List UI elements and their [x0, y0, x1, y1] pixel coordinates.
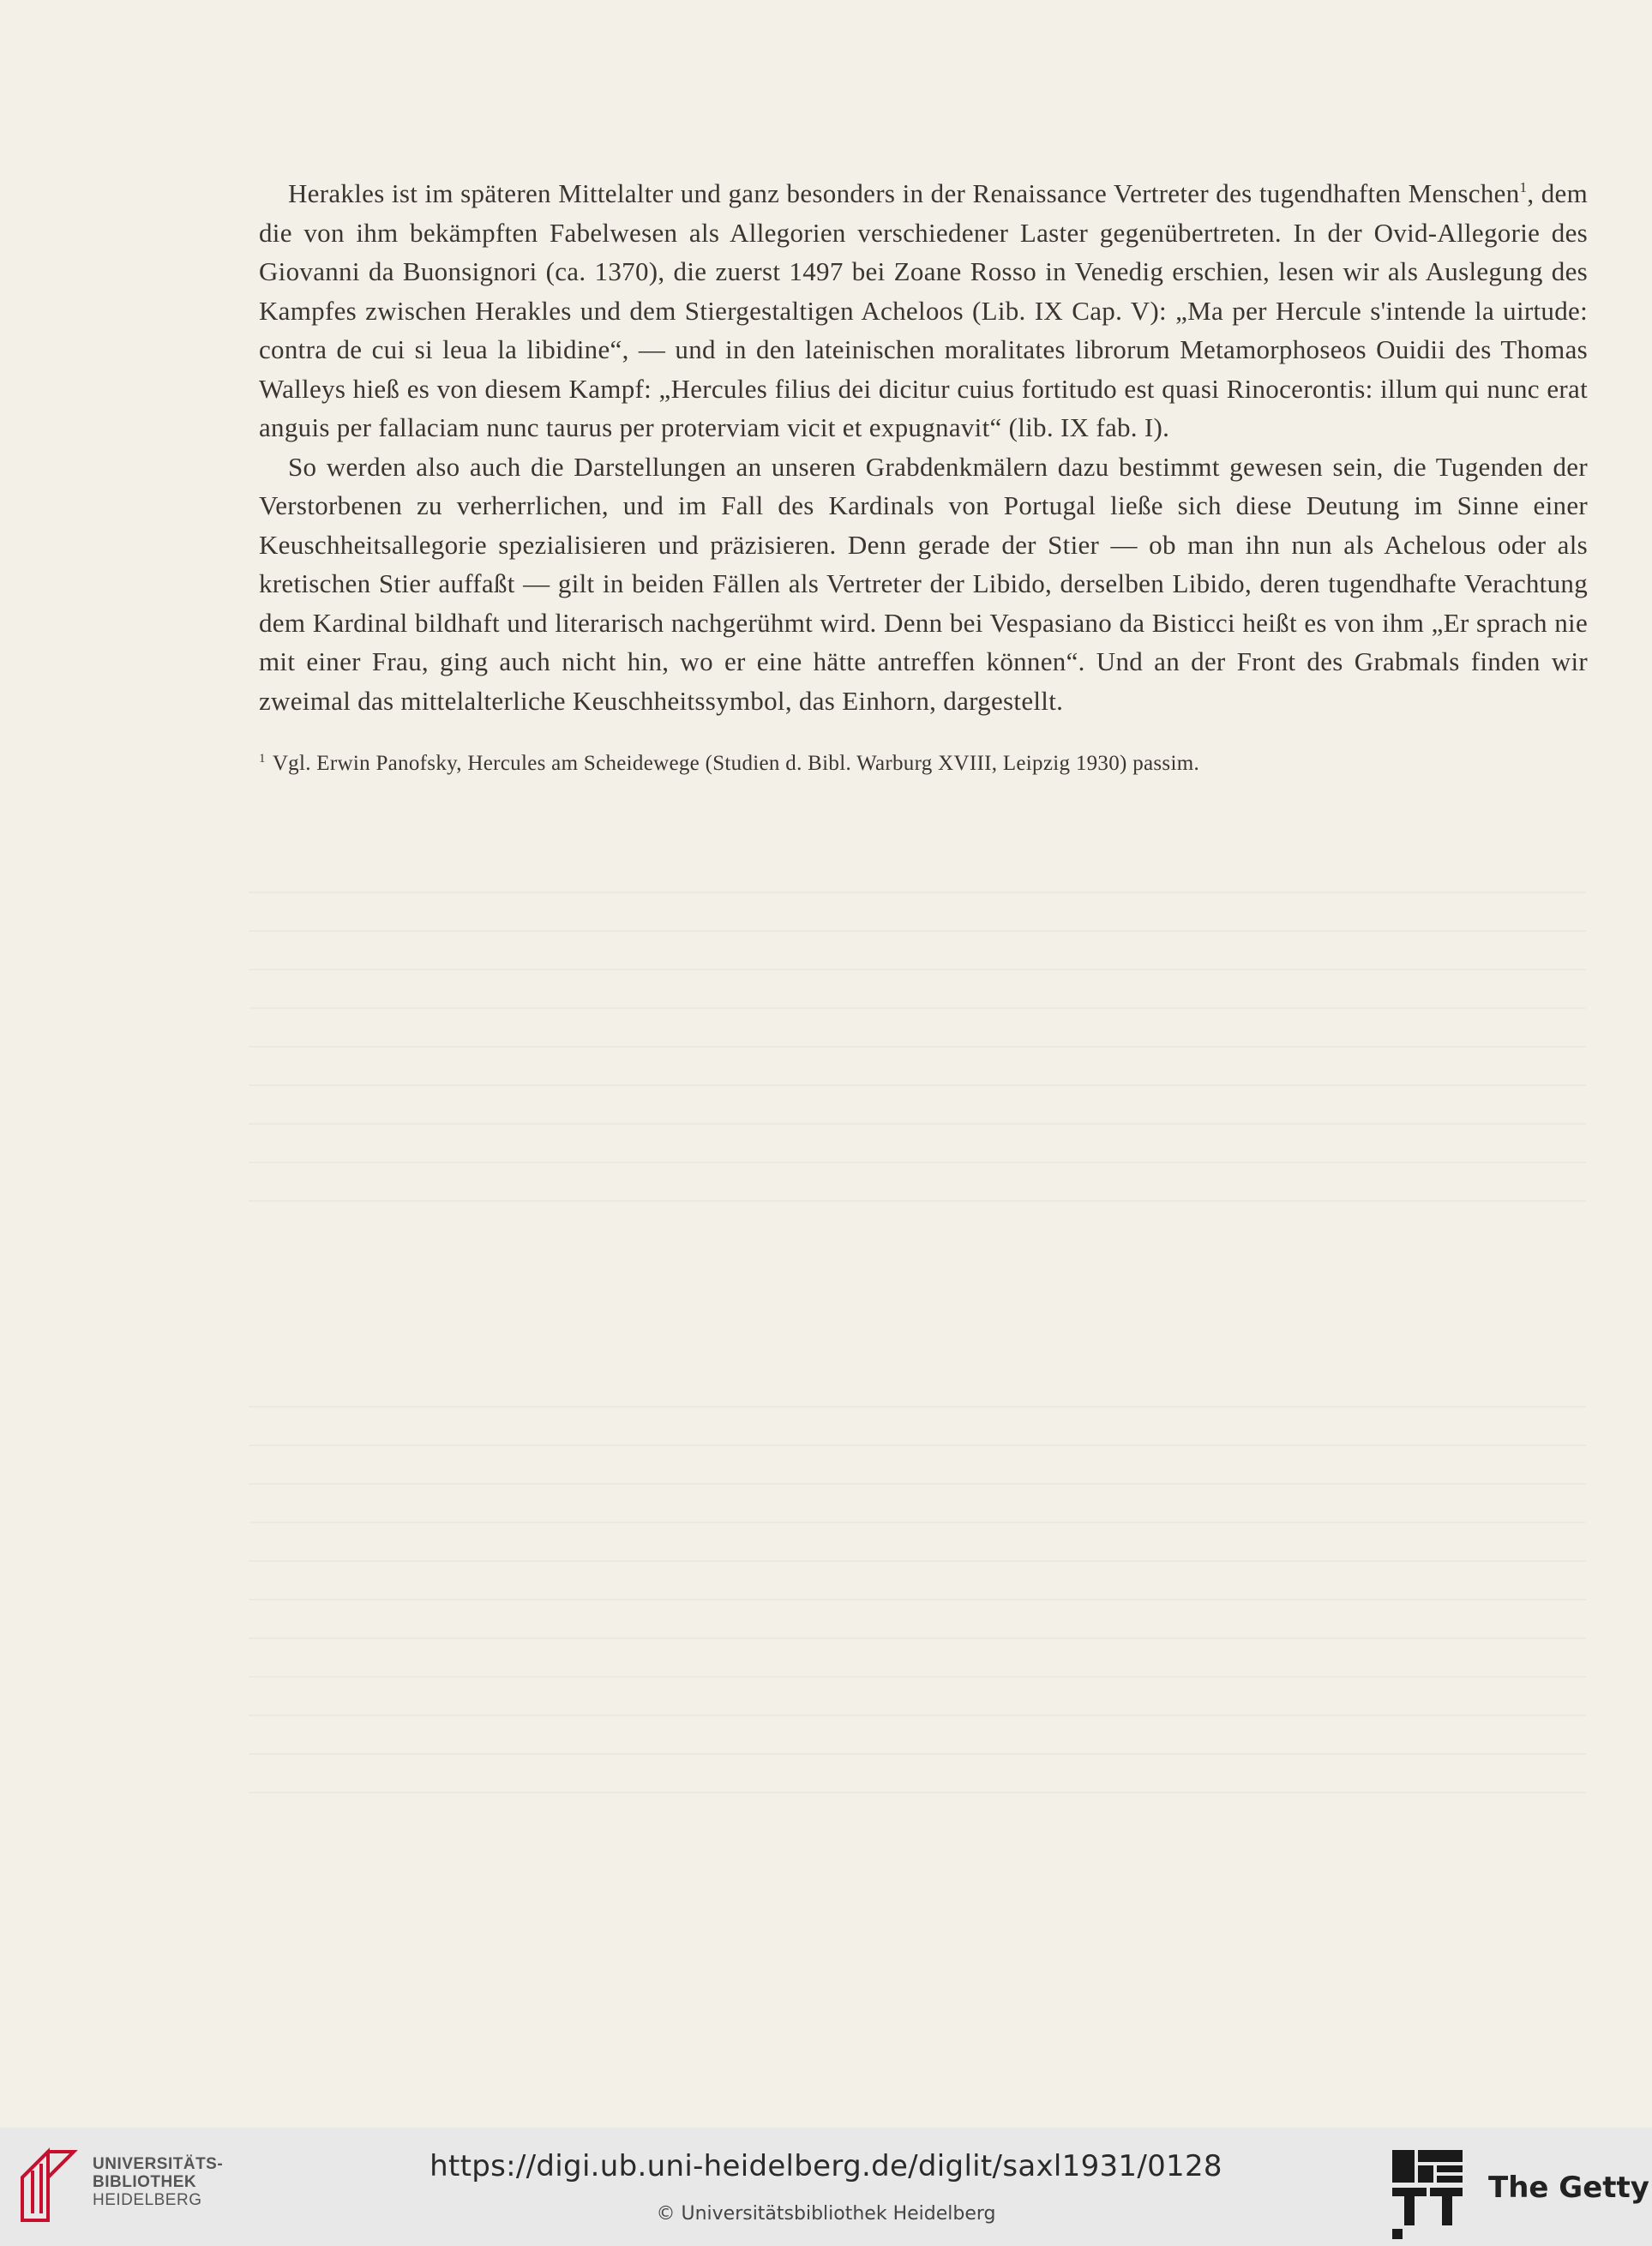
library-name-line-3: HEIDELBERG [93, 2191, 202, 2209]
show-through-line [249, 1444, 1586, 1446]
paragraph-1 [259, 168, 1588, 447]
getty-logo-icon [1389, 2147, 1466, 2243]
partner-name: The Getty [1488, 2171, 1649, 2205]
copyright-notice: © Universitätsbibliothek Heidelberg [656, 2203, 996, 2225]
paragraph-2: So werden also auch die Darstellungen an unseren Grabdenkmälern dazu bestimmt gewesen sein, die Tugenden der Verstorbenen zu verherrlichen, und im Fall des Kardinals von Portugal ließe sich diese Deutung im Sinne einer Keuschheitsallegorie spezialisieren und präzisieren. Denn gerade der Stier — ob man ihn nun als Achelous oder als kretischen Stier auffaßt — gilt in beiden Fällen als Vertreter der Libido, derselben Libido, deren tugendhafte Verachtung dem Kardinal bildhaft und literarisch nachgerühmt wird. Denn bei Vespasiano da Bisticci heißt es von ihm „Er sprach nie mit einer Frau, ging auch nicht hin, wo er eine hätte antreffen können“. Und an der Front des Grabmals finden wir zweimal das mittelalterliche Keuschheitssymbol, das Einhorn, dargestellt. [259, 451, 1588, 716]
show-through-line [249, 1162, 1586, 1163]
show-through-line [249, 892, 1586, 893]
footnote-reference: 1 [1519, 179, 1528, 195]
show-through-line [249, 1715, 1586, 1716]
show-through-line [249, 1200, 1586, 1202]
show-through-line [249, 1123, 1586, 1125]
show-through-line [249, 1637, 1586, 1639]
show-through-line [249, 1007, 1586, 1009]
show-through-line [249, 1522, 1586, 1523]
library-name-line-1: UNIVERSITÄTS- [93, 2155, 224, 2173]
footnote [259, 744, 1459, 778]
show-through-line [249, 1046, 1586, 1048]
library-name-line-2: BIBLIOTHEK [93, 2173, 197, 2191]
show-through-line [249, 1676, 1586, 1678]
show-through-line [249, 1406, 1586, 1408]
show-through-line [249, 930, 1586, 932]
show-through-line [249, 969, 1586, 970]
show-through-line [249, 1792, 1586, 1793]
show-through-line [249, 1560, 1586, 1562]
show-through-line [249, 1599, 1586, 1600]
footnote-text: Vgl. Erwin Panofsky, Hercules am Scheidewege (Studien d. Bibl. Warburg XVIII, Leipzig 1930) passim. [272, 752, 1199, 775]
paragraph-1-text-after-note: , dem die von ihm bekämpften Fabelwesen als Allegorien verschiedener Laster gegenübertreten. In der Ovid-Allegorie des Giovanni da Buonsignori (ca. 1370), die zuerst 1497 bei Zoane Rosso in Venedig erschien, lesen wir als Auslegung des Kampfes zwischen Herakles und dem Stiergestaltigen Acheloos (Lib. IX Cap. V): „Ma per Hercule s'intende la uirtude: contra de cui si leua la libidine“, — und in den lateinischen moralitates librorum Metamorphoseos Ouidii des Thomas Walleys hieß es von diesem Kampf: „Hercules filius dei dicitur cuius fortitudo est quasi Rinocerontis: illum qui nunc erat anguis per fallaciam nunc taurus per proterviam vicit et expugnavit“ (lib. IX fab. I). [259, 178, 1588, 442]
show-through-line [249, 1753, 1586, 1755]
show-through-line [249, 1483, 1586, 1485]
footer-bar [0, 2128, 1652, 2246]
body-text [259, 168, 1588, 720]
footnote-marker: 1 [259, 752, 266, 766]
paragraph-1-text-before-note: Herakles ist im späteren Mittelalter und ganz besonders in der Renaissance Vertreter des tugendhaften Menschen [288, 178, 1520, 208]
permalink-url[interactable]: https://digi.ub.uni-heidelberg.de/diglit/saxl1931/0128 [430, 2149, 1222, 2183]
show-through-line [249, 1084, 1586, 1086]
